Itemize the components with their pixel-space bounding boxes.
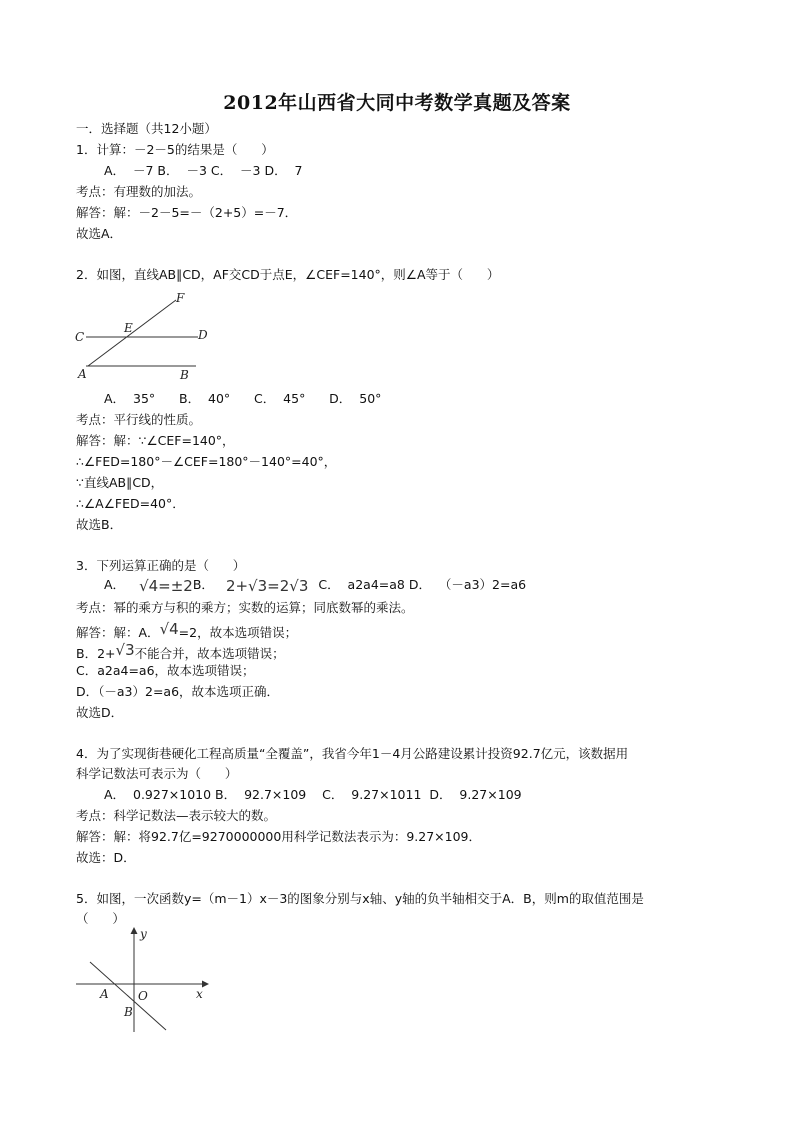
q2-answer-line-2: ∴∠FED=180°－∠CEF=180°－140°=40°， bbox=[76, 454, 337, 469]
q4-options: A． 0.927×1010 B． 92.7×109 C． 9.27×1011 D． 9.27×109 bbox=[104, 787, 522, 802]
q1-stem: 1．计算：－2－5的结果是（ ） bbox=[76, 142, 274, 157]
q4-stem-line-1: 4．为了实现街巷硬化工程高质量“全覆盖”，我省今年1－4月公路建设累计投资92.7亿元，该数据用 bbox=[76, 746, 629, 761]
parallel-lines-figure bbox=[72, 290, 222, 382]
q3-stem: 3．下列运算正确的是（ ） bbox=[76, 558, 246, 573]
q3-answer-b-suffix: 不能合并，故本选项错误； bbox=[134, 646, 285, 661]
q5-stem-line-2: （ ） bbox=[76, 911, 125, 926]
q1-answer: 解答：解：－2－5=－（2+5）=－7． bbox=[76, 205, 298, 220]
label-b: B bbox=[180, 368, 189, 382]
q2-answer-line-3: ∵直线AB∥CD， bbox=[76, 475, 164, 490]
q3-answer-b-prefix: B．2+ bbox=[76, 646, 116, 661]
q3-answer-a-formula: √4 bbox=[159, 620, 179, 638]
q3-opt-a-label: A． bbox=[104, 577, 126, 592]
q3-opt-b-formula: 2+√3=2√3 bbox=[225, 577, 309, 595]
q4-choice: 故选：D． bbox=[76, 850, 136, 865]
q4-point: 考点：科学记数法—表示较大的数。 bbox=[76, 808, 277, 823]
label-y: y bbox=[140, 927, 147, 941]
label-f: F bbox=[176, 291, 185, 305]
q2-choice: 故选B． bbox=[76, 517, 123, 532]
q3-opt-b-label: B． bbox=[192, 577, 214, 592]
label-o: O bbox=[138, 989, 148, 1003]
q3-opt-a-formula: √4=±2 bbox=[139, 577, 193, 595]
q3-answer-a-suffix: =2，故本选项错误； bbox=[178, 625, 298, 640]
q3-opt-cd: C． a2a4=a8 D． （－a3）2=a6 bbox=[318, 577, 527, 592]
q5-stem-line-1: 5．如图，一次函数y=（m－1）x－3的图象分别与x轴、y轴的负半轴相交于A．B，则m的取值范围是 bbox=[76, 891, 644, 906]
linear-function-figure bbox=[72, 924, 222, 1036]
section-heading: 一．选择题（共12小题） bbox=[76, 121, 217, 136]
label-e: E bbox=[124, 321, 133, 335]
label-b: B bbox=[124, 1005, 133, 1019]
q3-options bbox=[104, 577, 526, 594]
label-d: D bbox=[198, 328, 208, 342]
q4-answer: 解答：解：将92.7亿=9270000000用科学记数法表示为：9.27×109． bbox=[76, 829, 481, 844]
page-title: 2012年山西省大同中考数学真题及答案 bbox=[223, 92, 571, 114]
q3-answer-c: C．a2a4=a6，故本选项错误； bbox=[76, 663, 255, 678]
q3-point: 考点：幂的乘方与积的乘方；实数的运算；同底数幂的乘法。 bbox=[76, 600, 414, 615]
q1-point: 考点：有理数的加法。 bbox=[76, 184, 202, 199]
label-a: A bbox=[100, 987, 109, 1001]
label-x: x bbox=[196, 987, 203, 1001]
q3-choice: 故选D． bbox=[76, 705, 124, 720]
q3-answer-b bbox=[76, 642, 285, 662]
label-c: C bbox=[75, 330, 85, 344]
q4-stem-line-2: 科学记数法可表示为（ ） bbox=[76, 766, 238, 781]
q3-answer-d: D．（－a3）2=a6，故本选项正确． bbox=[76, 684, 280, 699]
q1-choice: 故选A． bbox=[76, 226, 123, 241]
q2-options: A． 35° B． 40° C． 45° D． 50° bbox=[104, 391, 382, 406]
q3-answer-a bbox=[76, 621, 297, 641]
q3-answer-a-prefix: 解答：解：A． bbox=[76, 625, 160, 640]
q2-answer-line-1: 解答：解：∵∠CEF=140°， bbox=[76, 433, 235, 448]
q3-answer-b-formula: √3 bbox=[115, 641, 135, 659]
q2-point: 考点：平行线的性质。 bbox=[76, 412, 202, 427]
q2-answer-line-4: ∴∠A∠FED=40°． bbox=[76, 496, 185, 511]
q1-options: A． －7 B． －3 C． －3 D． 7 bbox=[104, 163, 303, 178]
label-a: A bbox=[78, 367, 87, 381]
q2-stem: 2．如图，直线AB∥CD，AF交CD于点E，∠CEF=140°，则∠A等于（ ） bbox=[76, 267, 500, 282]
